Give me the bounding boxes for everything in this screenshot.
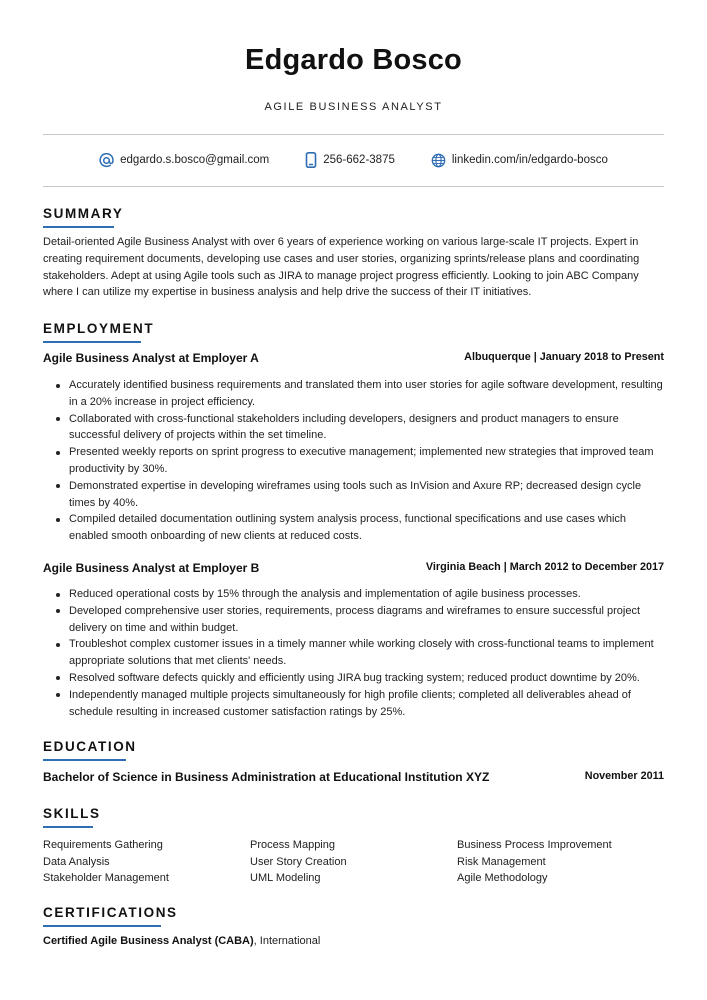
contact-phone[interactable]: [305, 152, 395, 168]
education-entry: [43, 770, 664, 788]
bullet-item: Collaborated with cross-functional stakeholders including developers, designers and product managers to ensure successful delivery of projects within the set timeline.: [69, 411, 664, 445]
job-location-dates: Virginia Beach | March 2012 to December 2017: [425, 561, 664, 573]
skills-grid: [43, 837, 664, 887]
skill-item: Process Mapping: [250, 839, 335, 851]
job-title: Agile Business Analyst at Employer A: [43, 351, 259, 365]
employment-heading: EMPLOYMENT: [43, 321, 155, 336]
email-icon: [99, 153, 114, 168]
job-title: Agile Business Analyst at Employer B: [43, 561, 260, 575]
skill-item: Business Process Improvement: [457, 839, 612, 851]
candidate-role: AGILE BUSINESS ANALYST: [264, 101, 443, 113]
bullet-item: Troubleshot complex customer issues in a timely manner while working closely with cross-functional teams to implement appropriate solutions that met clients' needs.: [69, 636, 664, 670]
summary-underline: [43, 226, 114, 228]
candidate-name: Edgardo Bosco: [245, 44, 462, 76]
email-text: edgardo.s.bosco@gmail.com: [120, 154, 270, 166]
job-location-dates: Albuquerque | January 2018 to Present: [464, 351, 664, 363]
globe-icon: [431, 153, 446, 168]
linkedin-text: linkedin.com/in/edgardo-bosco: [451, 154, 608, 166]
skill-item: User Story Creation: [250, 855, 347, 868]
header-divider-bottom: [43, 186, 664, 187]
skills-underline: [43, 826, 93, 828]
header-divider-top: [43, 134, 664, 135]
bullet-item: Demonstrated expertise in developing wireframes using tools such as InVision and Axure RP; decreased design cycle times by 40%.: [69, 478, 664, 512]
employment-underline: [43, 341, 141, 343]
job-bullets: [69, 586, 664, 720]
certification-issuer: , International: [253, 935, 321, 947]
summary-heading: SUMMARY: [43, 206, 124, 221]
certification-entry: [43, 935, 320, 947]
bullet-item: Independently managed multiple projects simultaneously for high profile clients; completed all deliverables ahead of schedule resulting in increased customer satisfaction ratings by 25%.: [69, 687, 664, 721]
bullet-item: Presented weekly reports on sprint progress to executive management; implemented new strategies that improved team productivity by 30%.: [69, 444, 664, 478]
skill-item: UML Modeling: [250, 872, 321, 885]
certifications-underline: [43, 925, 161, 927]
contact-bar: [43, 150, 664, 170]
skills-column: [43, 837, 250, 887]
phone-text: 256-662-3875: [323, 154, 395, 166]
bullet-item: Developed comprehensive user stories, requirements, process diagrams and wireframes to ensure successful project delivery on time and within budget.: [69, 603, 664, 637]
skill-item: Data Analysis: [43, 855, 110, 868]
contact-linkedin[interactable]: [431, 153, 608, 168]
bullet-item: Resolved software defects quickly and efficiently using JIRA bug tracking system; reduced product downtime by 20%.: [69, 670, 664, 687]
skills-heading: SKILLS: [43, 806, 101, 821]
education-heading: EDUCATION: [43, 739, 137, 754]
bullet-item: Accurately identified business requirements and translated them into user stories for agile software development, resulting in a 20% increase in project efficiency.: [69, 377, 664, 411]
contact-email[interactable]: [99, 153, 269, 168]
skills-column: [250, 837, 457, 887]
job-bullets: [69, 377, 664, 545]
degree-title: Bachelor of Science in Business Administration at Educational Institution XYZ: [43, 770, 490, 784]
bullet-item: Reduced operational costs by 15% through the analysis and implementation of agile business processes.: [69, 586, 664, 603]
skill-item: Risk Management: [457, 855, 546, 868]
graduation-date: November 2011: [584, 770, 664, 782]
job-header: [43, 561, 664, 579]
skill-item: Agile Methodology: [457, 872, 548, 885]
phone-icon: [305, 152, 317, 168]
bullet-item: Compiled detailed documentation outlining system analysis process, functional specifications and use cases which enabled smooth onboarding of new clients at reduced costs.: [69, 511, 664, 545]
skill-item: Stakeholder Management: [43, 872, 169, 885]
skill-item: Requirements Gathering: [43, 839, 163, 851]
summary-text: Detail-oriented Agile Business Analyst with over 6 years of experience working on various large-scale IT projects. Expert in creating requirement documents, developing use cases and user stories, organizing sprints/release plans and coordinating stakeholders. Adept at using Agile tools such as JIRA to manage project progress efficiently. Looking to join ABC Company where I can utilize my expertise in business analysis and help drive the success of their IT initiatives.: [43, 236, 640, 299]
certification-name: Certified Agile Business Analyst (CABA): [43, 935, 254, 947]
education-underline: [43, 759, 126, 761]
job-header: [43, 351, 664, 369]
certifications-heading: CERTIFICATIONS: [43, 905, 178, 920]
skills-column: [457, 837, 664, 887]
